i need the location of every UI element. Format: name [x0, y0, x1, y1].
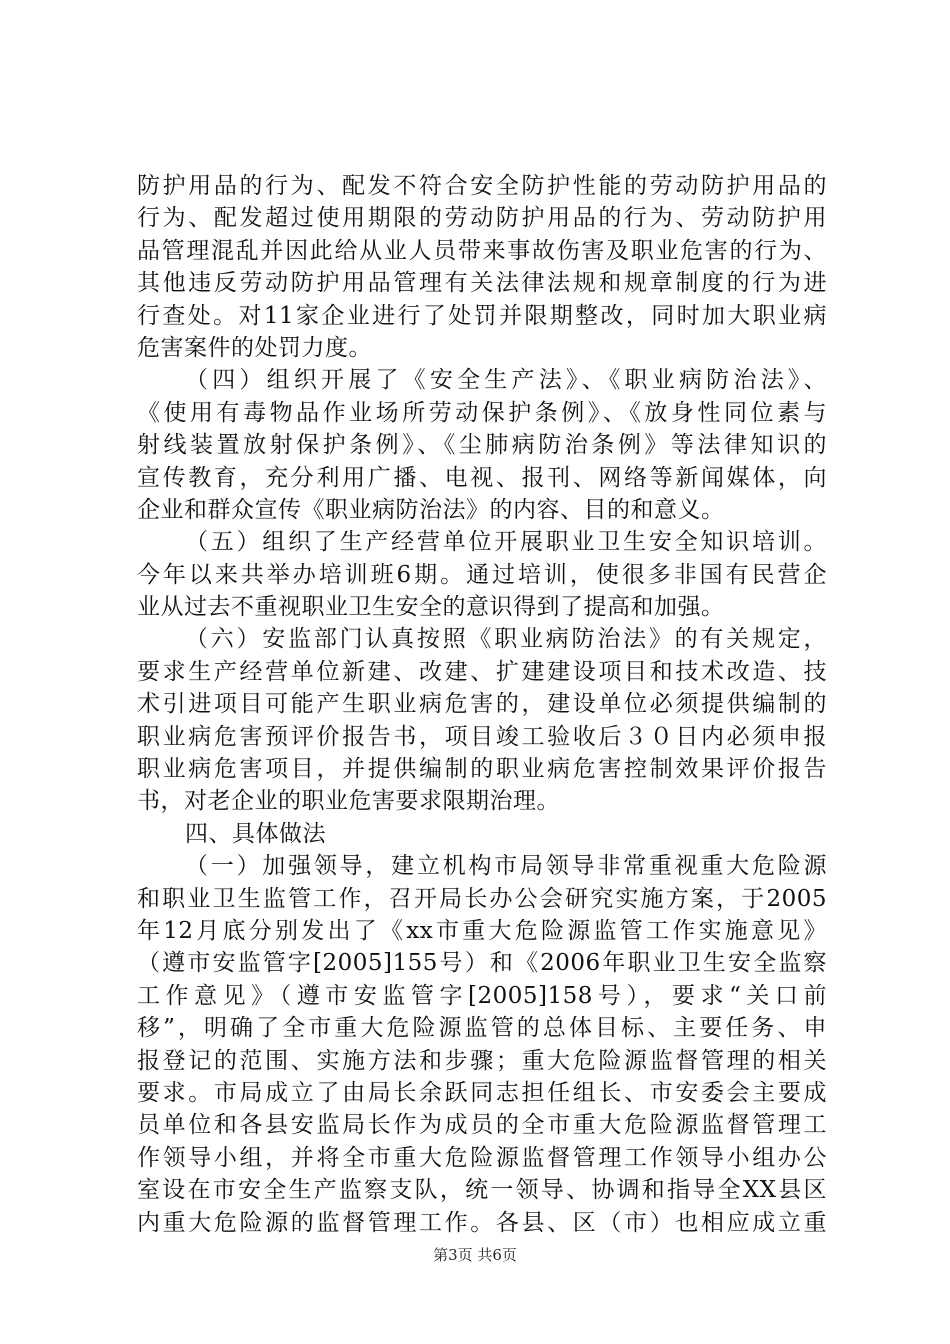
text-line: 要求。市局成立了由局长余跃同志担任组长、市安委会主要成 [137, 1079, 827, 1106]
text-line: （五）组织了生产经营单位开展职业卫生安全知识培训。 [185, 529, 827, 556]
text-line: 要求生产经营单位新建、改建、扩建建设项目和技术改造、技 [137, 658, 827, 685]
text-line: 室设在市安全生产监察支队，统一领导、协调和指导全XX县区 [137, 1177, 827, 1204]
text-line: （四）组织开展了《安全生产法》、《职业病防治法》、 [185, 367, 827, 394]
text-line: 员单位和各县安监局长作为成员的全市重大危险源监督管理工 [137, 1112, 827, 1139]
text-line: 报登记的范围、实施方法和步骤；重大危险源监督管理的相关 [137, 1047, 827, 1074]
text-line: 防护用品的行为、配发不符合安全防护性能的劳动防护用品的 [137, 173, 827, 199]
text-line: 四、具体做法 [185, 820, 326, 847]
text-line: 危害案件的处罚力度。 [137, 334, 372, 361]
text-line: 和职业卫生监管工作，召开局长办公会研究实施方案，于2005 [137, 885, 827, 912]
text-line: 今年以来共举办培训班6期。通过培训，使很多非国有民营企 [137, 561, 827, 588]
text-line: 工作意见》（遵市安监管字[2005]158号），要求“关口前 [137, 982, 827, 1009]
text-line: 书，对老企业的职业危害要求限期治理。 [137, 788, 560, 815]
text-line: 《使用有毒物品作业场所劳动保护条例》、《放身性同位素与 [137, 399, 827, 426]
document-body [137, 170, 827, 1239]
text-line: 射线装置放射保护条例》、《尘肺病防治条例》等法律知识的 [137, 432, 827, 459]
text-line: 宣传教育，充分利用广播、电视、报刊、网络等新闻媒体，向 [137, 464, 827, 491]
text-line: （一）加强领导，建立机构市局领导非常重视重大危险源 [185, 853, 827, 880]
text-line: 职业病危害预评价报告书，项目竣工验收后３０日内必须申报 [137, 723, 827, 750]
text-line: 业从过去不重视职业卫生安全的意识得到了提高和加强。 [137, 594, 725, 621]
text-line: 行查处。对11家企业进行了处罚并限期整改，同时加大职业病 [137, 302, 827, 329]
text-line: 年12月底分别发出了《xx市重大危险源监管工作实施意见》 [137, 917, 827, 944]
text-line: （六）安监部门认真按照《职业病防治法》的有关规定， [185, 626, 827, 653]
text-line: 内重大危险源的监督管理工作。各县、区（市）也相应成立重 [137, 1209, 827, 1236]
text-line: 企业和群众宣传《职业病防治法》的内容、目的和意义。 [137, 496, 725, 523]
page-footer [0, 1244, 950, 1265]
page-number-label: 第3页 共6页 [433, 1246, 517, 1264]
text-line: （遵市安监管字[2005]155号）和《2006年职业卫生安全监察 [137, 950, 827, 977]
text-line: 术引进项目可能产生职业病危害的，建设单位必须提供编制的 [137, 691, 827, 718]
text-line: 行为、配发超过使用期限的劳动防护用品的行为、劳动防护用 [137, 205, 827, 232]
text-line: 其他违反劳动防护用品管理有关法律法规和规章制度的行为进 [137, 270, 827, 297]
text-line: 移”，明确了全市重大危险源监管的总体目标、主要任务、申 [137, 1015, 827, 1042]
text-line: 作领导小组，并将全市重大危险源监督管理工作领导小组办公 [137, 1144, 827, 1171]
text-line: 职业病危害项目，并提供编制的职业病危害控制效果评价报告 [137, 756, 827, 783]
text-line: 品管理混乱并因此给从业人员带来事故伤害及职业危害的行为、 [137, 237, 827, 264]
